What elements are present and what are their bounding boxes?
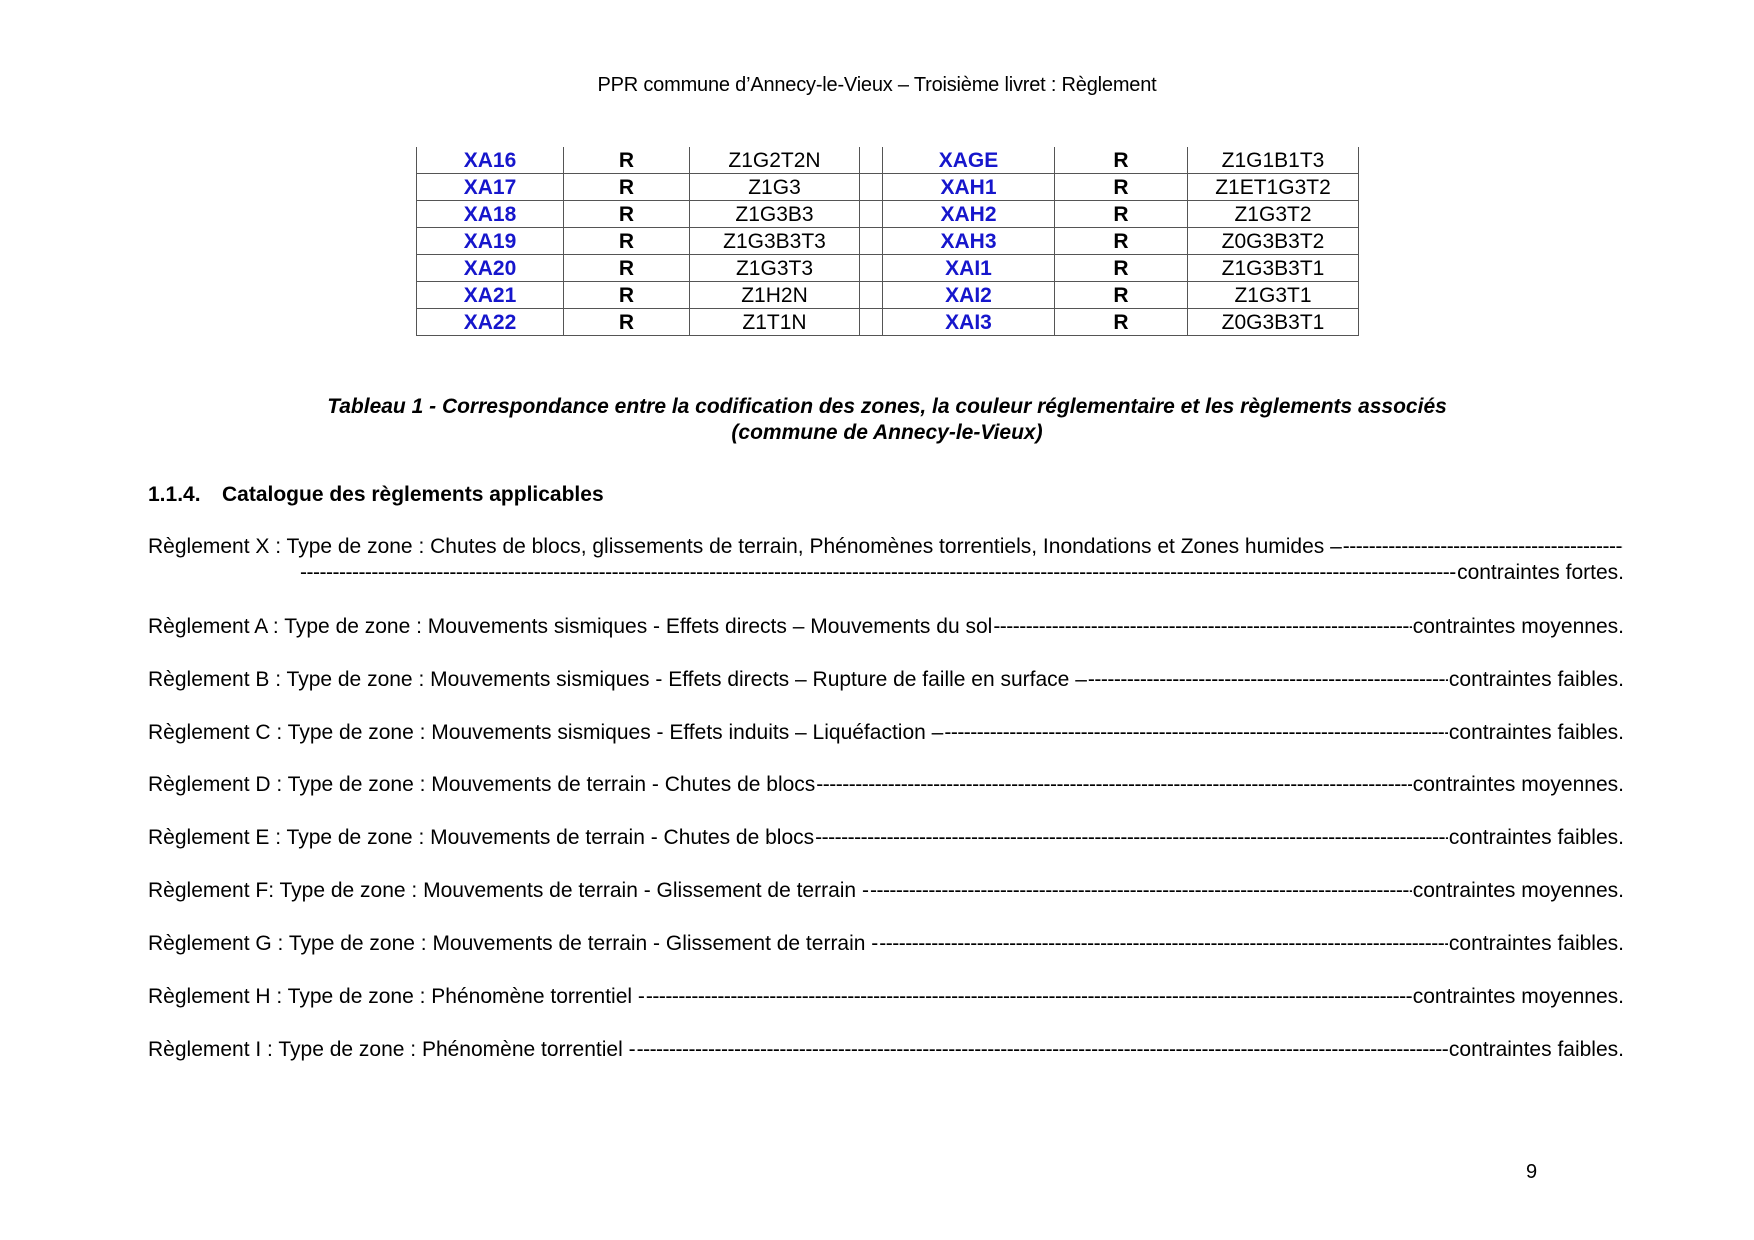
dot-leader	[993, 614, 1411, 640]
table-row	[417, 147, 1359, 174]
zone-rules: Z1H2N	[690, 282, 860, 309]
reglement-item	[148, 825, 1624, 851]
zone-code: XA22	[417, 309, 564, 336]
table-row	[417, 309, 1359, 336]
reglement-item	[148, 772, 1624, 798]
reglement-constraint: contraintes faibles.	[1448, 668, 1624, 691]
zone-color: R	[1055, 147, 1188, 174]
dot-leader	[816, 772, 1411, 798]
reglement-item	[148, 1037, 1624, 1063]
reglement-label: Règlement D : Type de zone : Mouvements de terrain - Chutes de blocs	[148, 773, 816, 796]
zone-code: XAH1	[883, 174, 1055, 201]
reglement-label: Règlement G : Type de zone : Mouvements de terrain - Glissement de terrain -	[148, 932, 879, 955]
zone-color: R	[564, 228, 690, 255]
zone-rules: Z1ET1G3T2	[1188, 174, 1359, 201]
dot-leader	[637, 1037, 1448, 1063]
column-separator	[860, 147, 883, 174]
column-separator	[860, 309, 883, 336]
reglement-item	[148, 720, 1624, 746]
zone-code: XA16	[417, 147, 564, 174]
reglement-constraint: contraintes fortes.	[1457, 561, 1624, 584]
reglement-label: Règlement I : Type de zone : Phénomène torrentiel -	[148, 1038, 636, 1061]
reglement-constraint: contraintes moyennes.	[1412, 985, 1624, 1008]
zone-color: R	[1055, 174, 1188, 201]
zone-color: R	[564, 282, 690, 309]
dot-leader	[1088, 667, 1448, 693]
section-title: Catalogue des règlements applicables	[222, 483, 604, 506]
section-number: 1.1.4.	[148, 483, 201, 506]
table-row	[417, 201, 1359, 228]
zone-code: XAH2	[883, 201, 1055, 228]
zone-code: XA19	[417, 228, 564, 255]
reglement-constraint: contraintes faibles.	[1448, 1038, 1624, 1061]
reglement-constraint: contraintes faibles.	[1448, 721, 1624, 744]
zone-color: R	[564, 309, 690, 336]
reglement-item	[148, 878, 1624, 904]
zone-code: XAI3	[883, 309, 1055, 336]
reglement-item	[148, 534, 1624, 586]
table-caption-line2: (commune de Annecy-le-Vieux)	[731, 421, 1043, 444]
section-heading	[148, 483, 604, 507]
reglement-label: Règlement F: Type de zone : Mouvements de terrain - Glissement de terrain -	[148, 879, 869, 902]
table-row	[417, 228, 1359, 255]
reglement-constraint: contraintes moyennes.	[1412, 773, 1624, 796]
column-separator	[860, 174, 883, 201]
zone-color: R	[1055, 282, 1188, 309]
reglement-label: Règlement C : Type de zone : Mouvements sismiques - Effets induits – Liquéfaction –	[148, 721, 944, 744]
zone-code: XAI1	[883, 255, 1055, 282]
zone-rules: Z1G3T3	[690, 255, 860, 282]
zone-color: R	[1055, 201, 1188, 228]
zone-rules: Z1G2T2N	[690, 147, 860, 174]
reglement-item	[148, 984, 1624, 1010]
zone-code: XA20	[417, 255, 564, 282]
table-caption	[0, 394, 1754, 446]
reglement-item	[148, 931, 1624, 957]
reglement-label: Règlement A : Type de zone : Mouvements sismiques - Effets directs – Mouvements du sol	[148, 615, 993, 638]
dot-leader	[646, 984, 1412, 1010]
zone-rules: Z1G3T2	[1188, 201, 1359, 228]
reglement-label: Règlement X : Type de zone : Chutes de blocs, glissements de terrain, Phénomènes torrentiels, Inondations et Zones humides –	[148, 535, 1342, 558]
zone-rules: Z1T1N	[690, 309, 860, 336]
zone-rules: Z1G3	[690, 174, 860, 201]
zone-color: R	[1055, 309, 1188, 336]
reglement-label: Règlement B : Type de zone : Mouvements sismiques - Effets directs – Rupture de faille en surface –	[148, 668, 1087, 691]
dot-leader	[300, 560, 1456, 586]
reglement-item	[148, 667, 1624, 693]
reglement-constraint: contraintes faibles.	[1448, 826, 1624, 849]
zone-color: R	[564, 201, 690, 228]
zone-code: XA18	[417, 201, 564, 228]
zone-rules: Z1G3B3T1	[1188, 255, 1359, 282]
dot-leader	[870, 878, 1412, 904]
page-header: PPR commune d’Annecy-le-Vieux – Troisième livret : Règlement	[597, 74, 1157, 96]
zone-color: R	[564, 174, 690, 201]
zone-code: XAI2	[883, 282, 1055, 309]
column-separator	[860, 201, 883, 228]
zone-rules: Z1G3T1	[1188, 282, 1359, 309]
table-caption-line1: Tableau 1 - Correspondance entre la codification des zones, la couleur réglementaire et les règlements associés	[327, 395, 1447, 418]
reglement-constraint: contraintes faibles.	[1448, 932, 1624, 955]
reglement-item	[148, 614, 1624, 640]
reglement-label: Règlement H : Type de zone : Phénomène torrentiel -	[148, 985, 645, 1008]
dot-leader	[1343, 534, 1623, 560]
dot-leader	[815, 825, 1448, 851]
zone-code: XAGE	[883, 147, 1055, 174]
column-separator	[860, 255, 883, 282]
zone-color: R	[564, 255, 690, 282]
zone-code: XAH3	[883, 228, 1055, 255]
table-row	[417, 174, 1359, 201]
zone-code: XA21	[417, 282, 564, 309]
table-row	[417, 255, 1359, 282]
zone-rules: Z1G3B3	[690, 201, 860, 228]
column-separator	[860, 282, 883, 309]
zone-color: R	[1055, 255, 1188, 282]
column-separator	[860, 228, 883, 255]
dot-leader	[944, 720, 1448, 746]
table-row	[417, 282, 1359, 309]
zone-rules: Z0G3B3T1	[1188, 309, 1359, 336]
zone-rules: Z1G3B3T3	[690, 228, 860, 255]
dot-leader	[879, 931, 1448, 957]
reglement-constraint: contraintes moyennes.	[1412, 879, 1624, 902]
zone-color: R	[564, 147, 690, 174]
zone-code: XA17	[417, 174, 564, 201]
zone-rules: Z1G1B1T3	[1188, 147, 1359, 174]
reglement-constraint: contraintes moyennes.	[1412, 615, 1624, 638]
zone-rules: Z0G3B3T2	[1188, 228, 1359, 255]
page-number: 9	[1526, 1161, 1538, 1183]
reglement-label: Règlement E : Type de zone : Mouvements de terrain - Chutes de blocs	[148, 826, 815, 849]
zone-color: R	[1055, 228, 1188, 255]
zone-correspondence-table	[416, 147, 1359, 336]
